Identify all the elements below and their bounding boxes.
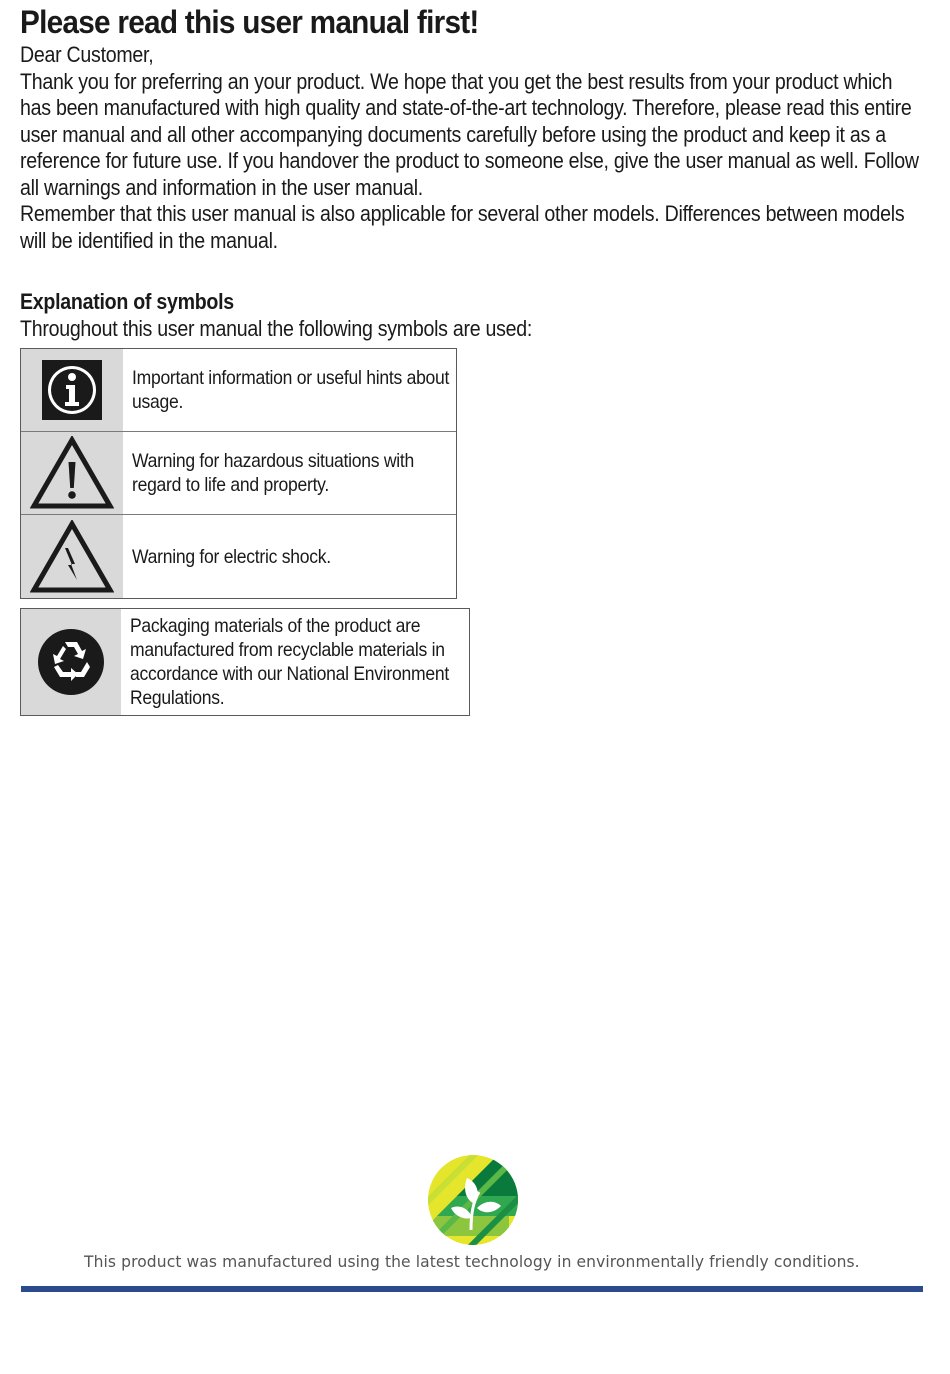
symbol-description: Warning for electric shock. (132, 545, 331, 568)
warning-icon (21, 432, 123, 514)
page-title: Please read this user manual first! (20, 4, 479, 40)
symbol-row (21, 515, 456, 598)
recycle-icon (21, 609, 121, 715)
intro-paragraph: Remember that this user manual is also applicable for several other models. Differences between models will be identified in the manual. (20, 201, 905, 253)
recycle-notice (20, 608, 470, 716)
section-intro: Throughout this user manual the following symbols are used: (20, 316, 533, 341)
greeting: Dear Customer, (20, 42, 154, 67)
symbol-row (21, 349, 456, 432)
intro-paragraph: Thank you for preferring an your product. We hope that you get the best results from your product which has been manufactured with high quality and state-of-the-art technology. Therefore, please read this entire user manual and all other accompanying documents carefully before using the product and keep it as a reference for future use. If you handover the product to someone else, give the user manual as well. Follow all warnings and information in the user manual. (20, 68, 919, 200)
recycle-description: Packaging materials of the product are manufactured from recyclable materials in accordance with our National Environment Regulations. (130, 615, 449, 709)
symbol-description: Important information or useful hints about usage. (132, 367, 450, 413)
eco-leaf-logo (427, 1154, 519, 1246)
intro-section (20, 42, 919, 254)
symbol-row (21, 432, 456, 515)
info-icon (21, 349, 123, 431)
eco-statement: This product was manufactured using the latest technology in environmentally friendly conditions. (84, 1252, 860, 1271)
electric-shock-icon (21, 515, 123, 598)
section-title: Explanation of symbols (20, 289, 234, 314)
symbol-description: Warning for hazardous situations with regard to life and property. (132, 450, 415, 496)
symbols-table (20, 348, 457, 599)
footer-rule (21, 1286, 923, 1292)
